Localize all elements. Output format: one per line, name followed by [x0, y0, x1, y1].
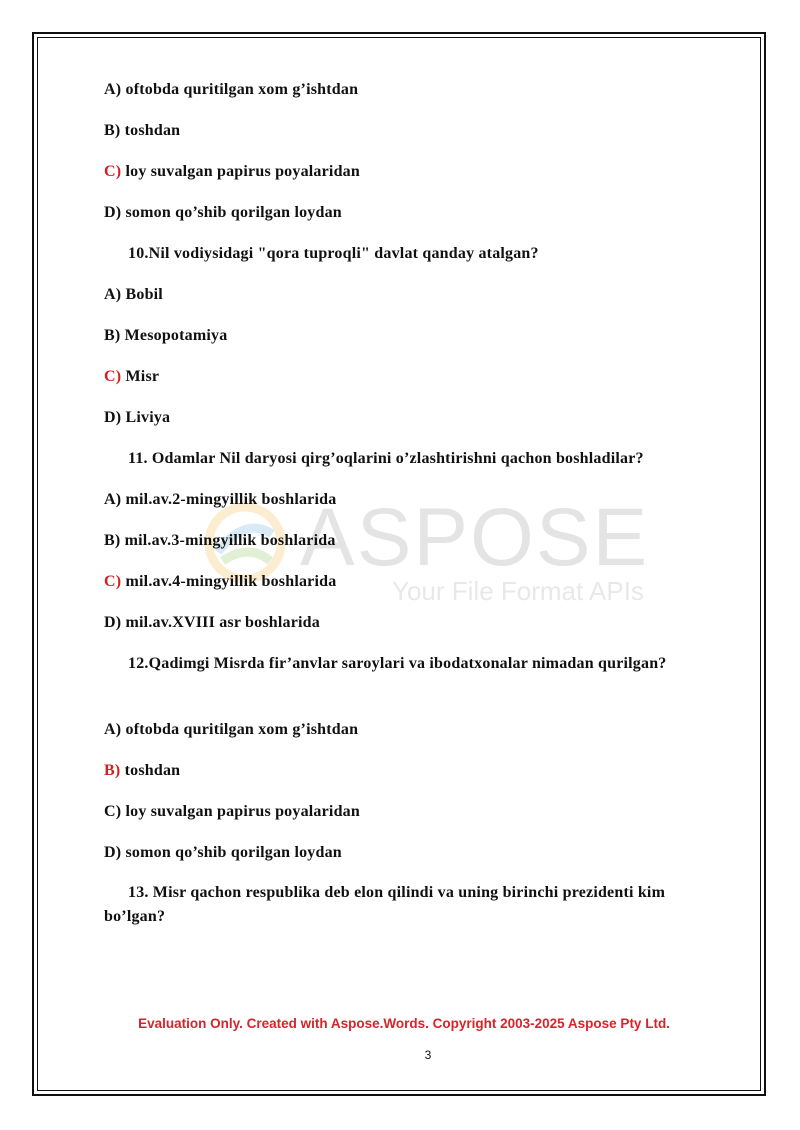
option-text: toshdan — [120, 122, 181, 139]
option-text: mil.av.XVIII asr boshlarida — [121, 614, 320, 631]
option-text: toshdan — [120, 762, 181, 779]
option-label: A) — [104, 491, 122, 508]
option-text: Liviya — [121, 409, 171, 426]
option-text: loy suvalgan papirus poyalaridan — [121, 803, 360, 820]
question-text: 12.Qadimgi Misrda fir’anvlar saroylari va ibodatxonalar nimadan qurilgan? — [128, 655, 667, 672]
watermark-tagline: Your File Format APIs — [392, 576, 644, 606]
option-text: Misr — [121, 368, 160, 385]
option-label: D) — [104, 409, 122, 426]
option-label: B) — [104, 122, 121, 139]
page-number: 3 — [424, 1048, 432, 1062]
answer-option-correct — [104, 365, 159, 389]
answer-option — [104, 324, 227, 348]
answer-option — [104, 78, 358, 102]
option-label: C) — [104, 803, 122, 820]
answer-option — [104, 201, 342, 225]
question-10 — [104, 242, 539, 266]
answer-option — [104, 406, 170, 430]
option-text: Bobil — [121, 286, 163, 303]
option-text: oftobda quritilgan xom g’ishtdan — [121, 721, 359, 738]
watermark-brand: ASPOSE — [300, 492, 650, 583]
question-text: 13. Misr qachon respublika deb elon qilindi va uning birinchi prezidenti kim bo’lgan? — [104, 884, 666, 925]
option-label: A) — [104, 721, 122, 738]
question-12 — [104, 652, 724, 676]
answer-option — [104, 718, 358, 742]
question-11 — [104, 447, 644, 471]
answer-option — [104, 529, 336, 553]
answer-option — [104, 841, 342, 865]
option-text: somon qo’shib qorilgan loydan — [121, 844, 342, 861]
question-text: 11. Odamlar Nil daryosi qirg’oqlarini o’zlashtirishni qachon boshladilar? — [128, 450, 644, 467]
answer-option — [104, 283, 163, 307]
option-label: D) — [104, 614, 122, 631]
evaluation-notice: Evaluation Only. Created with Aspose.Words. Copyright 2003-2025 Aspose Pty Ltd. — [138, 1016, 670, 1031]
option-text: oftobda quritilgan xom g’ishtdan — [121, 81, 359, 98]
option-label: B) — [104, 532, 121, 549]
option-label-correct: C) — [104, 163, 122, 180]
option-label: A) — [104, 81, 122, 98]
option-label-correct: C) — [104, 368, 122, 385]
option-text: Mesopotamiya — [120, 327, 228, 344]
question-text: 10.Nil vodiysidagi "qora tuproqli" davlat qanday atalgan? — [128, 245, 539, 262]
question-13 — [104, 881, 724, 929]
option-label: B) — [104, 327, 121, 344]
answer-option-correct — [104, 759, 180, 783]
option-label-correct: B) — [104, 762, 121, 779]
option-text: mil.av.4-mingyillik boshlarida — [121, 573, 337, 590]
option-label: A) — [104, 286, 122, 303]
option-label: D) — [104, 844, 122, 861]
option-label-correct: C) — [104, 573, 122, 590]
option-text: mil.av.3-mingyillik boshlarida — [120, 532, 336, 549]
answer-option — [104, 800, 360, 824]
option-label: D) — [104, 204, 122, 221]
answer-option — [104, 488, 336, 512]
answer-option — [104, 119, 180, 143]
option-text: mil.av.2-mingyillik boshlarida — [121, 491, 337, 508]
answer-option-correct — [104, 570, 336, 594]
option-text: somon qo’shib qorilgan loydan — [121, 204, 342, 221]
answer-option-correct — [104, 160, 360, 184]
answer-option — [104, 611, 320, 635]
option-text: loy suvalgan papirus poyalaridan — [121, 163, 360, 180]
